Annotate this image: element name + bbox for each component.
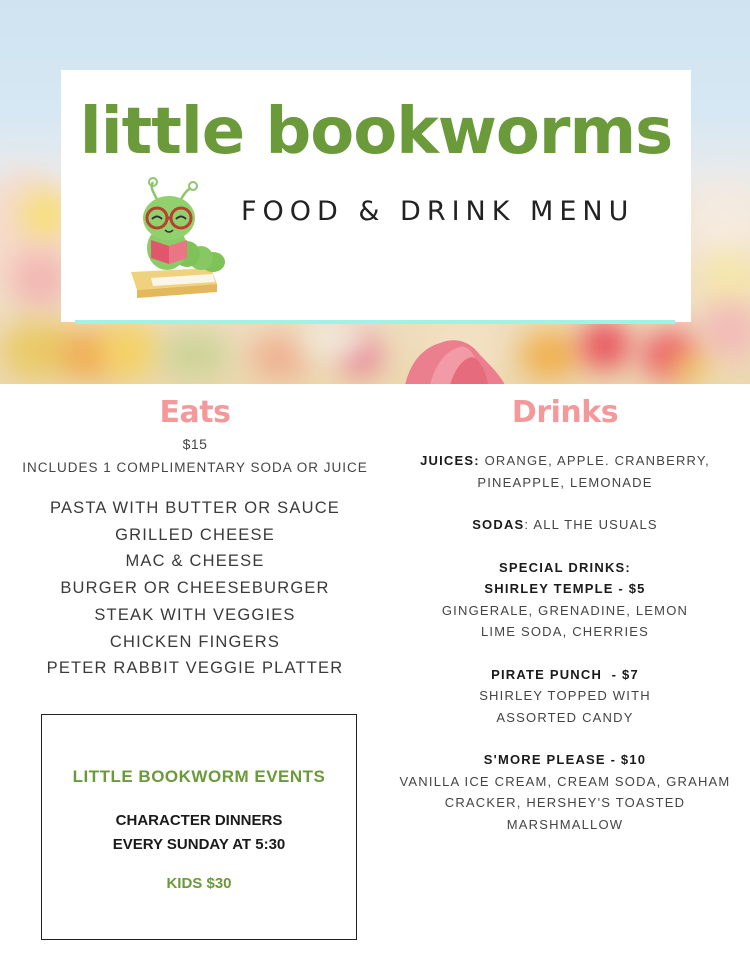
eats-includes-note: INCLUDES 1 COMPLIMENTARY SODA OR JUICE bbox=[22, 460, 368, 475]
special-drink-name: S'MORE PLEASE - $10 bbox=[483, 752, 647, 767]
special-drink-desc: CRACKER, HERSHEY'S TOASTED bbox=[444, 795, 686, 810]
eats-price: $15 bbox=[182, 436, 208, 452]
events-price: KIDS $30 bbox=[166, 875, 232, 892]
header-accent-line bbox=[75, 320, 675, 324]
eats-item: PETER RABBIT VEGGIE PLATTER bbox=[46, 659, 344, 678]
events-line-1: CHARACTER DINNERS bbox=[115, 812, 283, 829]
juices-label: JUICES: bbox=[420, 453, 480, 468]
special-drink-desc: MARSHMALLOW bbox=[506, 816, 624, 832]
special-drinks-label: SPECIAL DRINKS: bbox=[499, 559, 631, 575]
events-box bbox=[41, 714, 357, 940]
eats-item: MAC & CHEESE bbox=[125, 552, 265, 571]
eats-heading: Eats bbox=[159, 395, 231, 430]
eats-item: STEAK WITH VEGGIES bbox=[94, 605, 296, 624]
events-line-2: EVERY SUNDAY AT 5:30 bbox=[112, 836, 286, 853]
special-drink-name: SHIRLEY TEMPLE - $5 bbox=[484, 581, 646, 596]
juices-line-1: JUICES: ORANGE, APPLE. CRANBERRY, bbox=[420, 453, 710, 468]
eats-item: PASTA WITH BUTTER OR SAUCE bbox=[49, 499, 341, 517]
eats-items-list bbox=[0, 495, 390, 682]
special-drink-desc: ASSORTED CANDY bbox=[496, 709, 634, 725]
eats-section bbox=[0, 395, 390, 682]
special-drink-desc: LIME SODA, CHERRIES bbox=[481, 624, 649, 639]
drinks-section bbox=[385, 395, 745, 835]
drinks-heading: Drinks bbox=[511, 395, 619, 430]
special-drink-desc: GINGERALE, GRENADINE, LEMON bbox=[441, 602, 689, 618]
pink-flower-icon bbox=[400, 335, 510, 384]
eats-item: CHICKEN FINGERS bbox=[109, 632, 281, 651]
special-drink-desc: SHIRLEY TOPPED WITH bbox=[479, 688, 651, 703]
menu-subtitle: FOOD & DRINK MENU bbox=[241, 196, 635, 227]
juices-line-2: PINEAPPLE, LEMONADE bbox=[477, 474, 653, 490]
special-drink-desc: VANILLA ICE CREAM, CREAM SODA, GRAHAM bbox=[399, 773, 731, 789]
special-drink-name: PIRATE PUNCH - $7 bbox=[491, 666, 639, 682]
header-card bbox=[61, 70, 691, 322]
bookworm-reading-icon bbox=[121, 174, 231, 299]
restaurant-title: little bookworms bbox=[79, 95, 673, 169]
events-title: LITTLE BOOKWORM EVENTS bbox=[72, 767, 326, 786]
eats-item: GRILLED CHEESE bbox=[115, 525, 275, 544]
sodas-label: SODAS bbox=[472, 517, 525, 532]
eats-item: BURGER OR CHEESEBURGER bbox=[60, 579, 330, 598]
sodas-line: SODAS: ALL THE USUALS bbox=[472, 517, 658, 532]
